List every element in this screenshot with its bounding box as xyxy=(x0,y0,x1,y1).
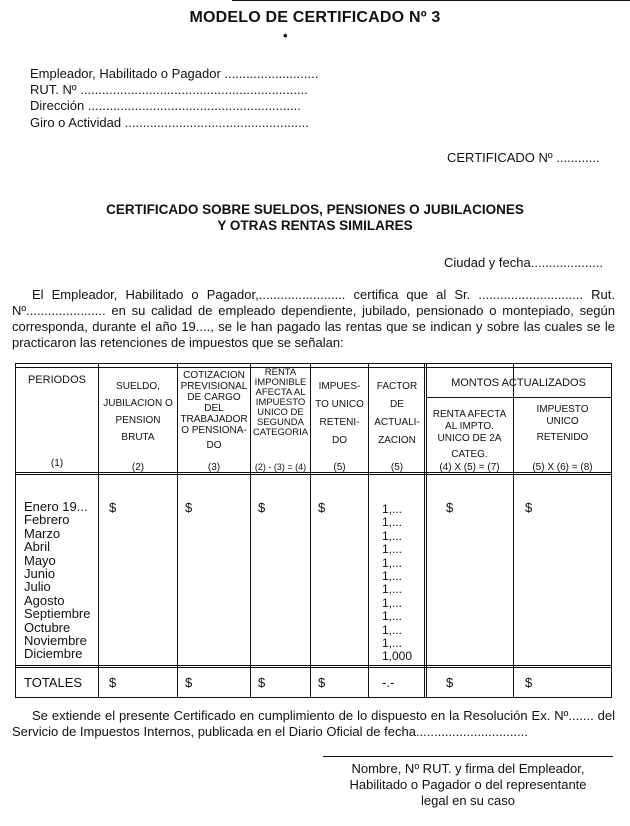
totals-factor: -.- xyxy=(382,675,395,690)
month-row: Octubre xyxy=(24,619,71,635)
renta-afecta-header: RENTA AFECTA AL IMPTO. UNICO DE 2A CATEG. xyxy=(432,409,507,460)
month-row: Agosto xyxy=(24,592,65,608)
month-row: Febrero xyxy=(24,512,70,528)
month-row: Septiembre xyxy=(24,606,91,622)
column-number: (3) xyxy=(207,462,221,473)
column-number: (5) X (6) = (8) xyxy=(532,462,593,473)
currency-symbol: $ xyxy=(446,500,454,515)
periodos-header: PERIODOS xyxy=(27,374,87,386)
month-list xyxy=(24,500,90,661)
currency-symbol: $ xyxy=(109,500,117,515)
currency-symbol: $ xyxy=(318,500,326,515)
totals-label: TOTALES xyxy=(24,675,83,690)
totals-currency: $ xyxy=(318,675,326,690)
address-field: Dirección ........................................................... xyxy=(30,98,301,113)
income-table xyxy=(15,363,612,698)
month-row: Noviembre xyxy=(24,633,87,649)
activity-field: Giro o Actividad ................................................... xyxy=(30,115,309,130)
currency-symbol: $ xyxy=(185,500,193,515)
signature-line: Nombre, Nº RUT. y firma del Empleador, xyxy=(351,761,585,776)
factor-value: 1,... xyxy=(382,542,403,557)
certificate-number: CERTIFICADO Nº ............ xyxy=(447,150,600,165)
column-number: (5) xyxy=(333,462,346,473)
column-number: (5) xyxy=(390,462,404,473)
paragraph-line: Nº...................... en su calidad de empleado dependiente, jubilado, pensionado o montepiado, según xyxy=(12,303,615,318)
totals-currency: $ xyxy=(258,675,266,690)
totals-currency: $ xyxy=(525,675,533,690)
subtitle-line-1: CERTIFICADO SOBRE SUELDOS, PENSIONES O JUBILACIONES xyxy=(106,202,524,217)
table-inner-top-rule xyxy=(16,367,611,368)
factor-value: 1,... xyxy=(382,636,403,651)
month-row: Diciembre xyxy=(24,646,83,662)
signature-line: Habilitado o Pagador o del representante xyxy=(349,777,587,792)
montos-header: MONTOS ACTUALIZADOS xyxy=(451,377,586,389)
factor-value: 1,... xyxy=(382,502,403,516)
factor-value: 1,... xyxy=(382,555,403,570)
paragraph-line: practicaron las retenciones de impuestos que se señalan: xyxy=(12,335,344,350)
column-number: (2) - (3) = (4) xyxy=(254,462,307,472)
totals-currency: $ xyxy=(185,675,193,690)
factor-list xyxy=(382,503,412,664)
top-rule xyxy=(232,0,630,1)
title-mark: • xyxy=(283,28,288,43)
month-row: Marzo xyxy=(24,525,61,541)
currency-symbol: $ xyxy=(525,500,533,515)
impuesto-header: IMPUES- TO UNICO RETENI- DO xyxy=(315,381,364,446)
factor-value: 1,... xyxy=(382,622,403,637)
factor-header: FACTOR DE ACTUALI- ZACION xyxy=(374,381,420,446)
signature-block xyxy=(323,761,613,809)
currency-symbol: $ xyxy=(258,500,266,515)
column-number: (2) xyxy=(131,462,145,473)
signature-line: legal en su caso xyxy=(421,793,515,808)
impuesto-retenido-header: IMPUESTO UNICO RETENIDO xyxy=(536,404,589,443)
rut-field: RUT. Nº ............................................................... xyxy=(30,82,308,97)
month-row: Abril xyxy=(24,539,51,555)
column-number: (1) xyxy=(50,458,64,469)
renta-imponible-header: RENTA IMPONIBLE AFECTA AL IMPUESTO UNICO DE SEGUNDA CATEGORIA xyxy=(252,367,309,438)
montos-header-rule xyxy=(426,397,611,398)
certificate-subtitle xyxy=(0,202,630,234)
factor-value: 1,... xyxy=(382,569,403,584)
factor-value: 1,000 xyxy=(382,649,413,664)
month-row: Julio xyxy=(24,579,51,595)
footer-line: Se extiende el presente Certificado en cumplimiento de lo dispuesto en la Resolución Ex. Nº....... del xyxy=(32,708,615,723)
footer-paragraph xyxy=(12,708,615,740)
month-row: Enero 19... xyxy=(24,499,88,514)
paragraph-line: corresponda, durante el año 19...., se le han pagado las rentas que se indican y sobre las cuales se le xyxy=(12,319,615,334)
employer-name-field: Empleador, Habilitado o Pagador .......................... xyxy=(30,66,319,81)
document-title: MODELO DE CERTIFICADO Nº 3 xyxy=(189,9,441,26)
subtitle-line-2: Y OTRAS RENTAS SIMILARES xyxy=(217,218,413,233)
totals-currency: $ xyxy=(109,675,117,690)
column-number: (4) X (5) = (7) xyxy=(439,462,500,473)
factor-value: 1,... xyxy=(382,609,403,624)
totals-currency: $ xyxy=(446,675,454,690)
month-row: Mayo xyxy=(24,552,56,568)
place-and-date: Ciudad y fecha.................... xyxy=(444,255,603,270)
signature-rule xyxy=(323,756,613,757)
totals-top-rule xyxy=(16,665,611,668)
footer-line: Servicio de Impuestos Internos, publicada en el Diario Oficial de fecha............................... xyxy=(12,724,528,739)
cotizacion-header: COTIZACION PREVISIONAL DE CARGO DEL TRABAJADOR O PENSIONA- DO xyxy=(180,370,248,451)
factor-value: 1,... xyxy=(382,582,403,597)
factor-value: 1,... xyxy=(382,528,403,543)
factor-value: 1,... xyxy=(382,595,403,610)
paragraph-line: El Empleador, Habilitado o Pagador,........................ certifica que al Sr. ............................. Rut. xyxy=(32,287,615,302)
sueldo-header: SUELDO, JUBILACION O PENSION BRUTA xyxy=(103,381,173,443)
month-row: Junio xyxy=(24,566,56,582)
certification-paragraph xyxy=(12,287,615,351)
factor-value: 1,... xyxy=(382,515,403,530)
